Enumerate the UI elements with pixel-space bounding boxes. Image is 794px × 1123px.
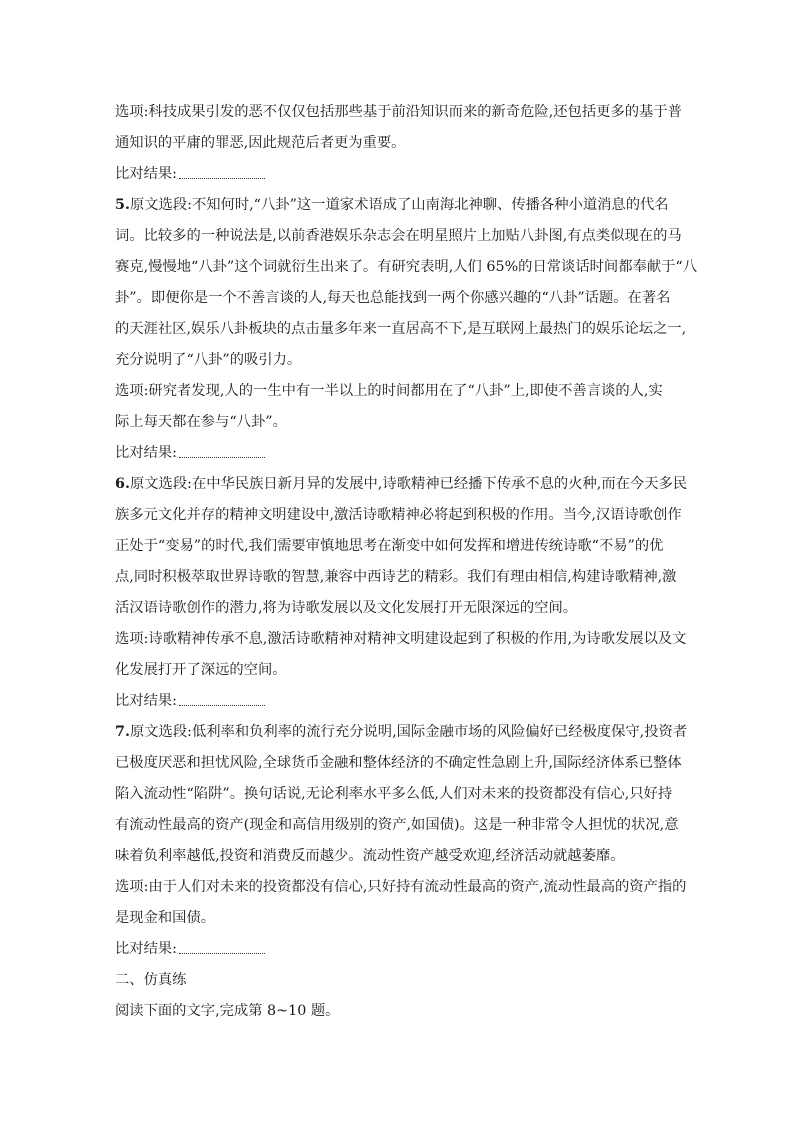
line-text: 际上每天都在参与“八卦”。 bbox=[115, 414, 287, 430]
question-number: 6. bbox=[115, 476, 130, 492]
text-line bbox=[115, 841, 687, 872]
line-text: 点,同时积极萃取世界诗歌的智慧,兼容中西诗艺的精彩。我们有理由相信,构建诗歌精神,激 bbox=[115, 569, 677, 585]
line-text: 原文选段:在中华民族日新月异的发展中,诗歌精神已经播下传承不息的火种,而在今天多民 bbox=[129, 476, 688, 492]
answer-blank bbox=[179, 457, 265, 458]
line-text: 比对结果: bbox=[115, 693, 178, 709]
line-text: 充分说明了“八卦”的吸引力。 bbox=[115, 352, 302, 368]
line-text: 词。比较多的一种说法是,以前香港娱乐杂志会在明星照片上加贴八卦图,有点类似现在的马 bbox=[115, 228, 682, 244]
line-text: 二、仿真练 bbox=[115, 972, 187, 988]
line-text: 正处于“变易”的时代,我们需要审慎地思考在渐变中如何发挥和增进传统诗歌“不易”的优 bbox=[115, 538, 664, 554]
question-number: 5. bbox=[115, 197, 130, 213]
text-line bbox=[115, 593, 687, 624]
text-line bbox=[115, 717, 687, 748]
line-text: 通知识的平庸的罪恶,因此规范后者更为重要。 bbox=[115, 135, 406, 151]
line-text: 比对结果: bbox=[115, 166, 178, 182]
text-line bbox=[115, 221, 687, 252]
line-text: 选项:诗歌精神传承不息,激活诗歌精神对精神文明建设起到了积极的作用,为诗歌发展以及文 bbox=[115, 631, 687, 647]
text-line bbox=[115, 531, 687, 562]
document-page bbox=[115, 97, 698, 1027]
text-line bbox=[115, 469, 687, 500]
text-line bbox=[115, 252, 698, 283]
line-text: 选项:由于人们对未来的投资都没有信心,只好持有流动性最高的资产,流动性最高的资产指的 bbox=[115, 879, 687, 895]
text-line bbox=[115, 407, 687, 438]
text-line bbox=[115, 965, 687, 996]
answer-blank bbox=[179, 705, 265, 706]
answer-blank bbox=[179, 953, 265, 954]
line-text: 化发展打开了深远的空间。 bbox=[115, 662, 287, 678]
text-line bbox=[115, 872, 687, 903]
text-line bbox=[115, 283, 687, 314]
answer-line bbox=[115, 159, 687, 190]
line-text: 已极度厌恶和担忧风险,全球货币金融和整体经济的不确定性急剧上升,国际经济体系已整体 bbox=[115, 755, 682, 771]
line-text: 有流动性最高的资产(现金和高信用级别的资产,如国债)。这是一种非常令人担忧的状况,意 bbox=[115, 817, 679, 833]
line-text: 赛克,慢慢地“八卦”这个词就衍生出来了。有研究表明,人们 65%的日常谈话时间都奉献于“八 bbox=[115, 259, 698, 275]
line-text: 选项:科技成果引发的恶不仅仅包括那些基于前沿知识而来的新奇危险,还包括更多的基于普 bbox=[115, 104, 682, 120]
line-text: 卦”。即便你是一个不善言谈的人,每天也总能找到一两个你感兴趣的“八卦”话题。在著名 bbox=[115, 290, 671, 306]
text-line bbox=[115, 810, 687, 841]
line-text: 选项:研究者发现,人的一生中有一半以上的时间都用在了“八卦”上,即使不善言谈的人,实 bbox=[115, 383, 663, 399]
line-text: 原文选段:不知何时,“八卦”这一道家术语成了山南海北神聊、传播各种小道消息的代名 bbox=[129, 197, 669, 213]
answer-line bbox=[115, 934, 687, 965]
document-body bbox=[115, 97, 698, 1027]
text-line bbox=[115, 190, 687, 221]
text-line bbox=[115, 97, 687, 128]
line-text: 陷入流动性“陷阱”。换句话说,无论利率水平多么低,人们对未来的投资都没有信心,只好持 bbox=[115, 786, 673, 802]
text-line bbox=[115, 779, 687, 810]
line-text: 族多元文化并存的精神文明建设中,激活诗歌精神必将起到积极的作用。当今,汉语诗歌创作 bbox=[115, 507, 682, 523]
text-line bbox=[115, 345, 687, 376]
line-text: 活汉语诗歌创作的潜力,将为诗歌发展以及文化发展打开无限深远的空间。 bbox=[115, 600, 578, 616]
text-line bbox=[115, 500, 687, 531]
line-text: 阅读下面的文字,完成第 8~10 题。 bbox=[115, 1003, 340, 1019]
text-line bbox=[115, 128, 687, 159]
text-line bbox=[115, 655, 687, 686]
answer-line bbox=[115, 438, 687, 469]
question-number: 7. bbox=[115, 724, 130, 740]
answer-blank bbox=[179, 178, 265, 179]
line-text: 是现金和国债。 bbox=[115, 910, 216, 926]
text-line bbox=[115, 996, 687, 1027]
text-line bbox=[115, 562, 687, 593]
line-text: 比对结果: bbox=[115, 941, 178, 957]
line-text: 味着负利率越低,投资和消费反而越少。流动性资产越受欢迎,经济活动就越萎靡。 bbox=[115, 848, 625, 864]
answer-line bbox=[115, 686, 687, 717]
line-text: 原文选段:低利率和负利率的流行充分说明,国际金融市场的风险偏好已经极度保守,投资者 bbox=[129, 724, 688, 740]
text-line bbox=[115, 903, 687, 934]
line-text: 比对结果: bbox=[115, 445, 178, 461]
line-text: 的天涯社区,娱乐八卦板块的点击量多年来一直居高不下,是互联网上最热门的娱乐论坛之一, bbox=[115, 321, 687, 337]
text-line bbox=[115, 624, 687, 655]
text-line bbox=[115, 748, 687, 779]
text-line bbox=[115, 314, 687, 345]
text-line bbox=[115, 376, 687, 407]
